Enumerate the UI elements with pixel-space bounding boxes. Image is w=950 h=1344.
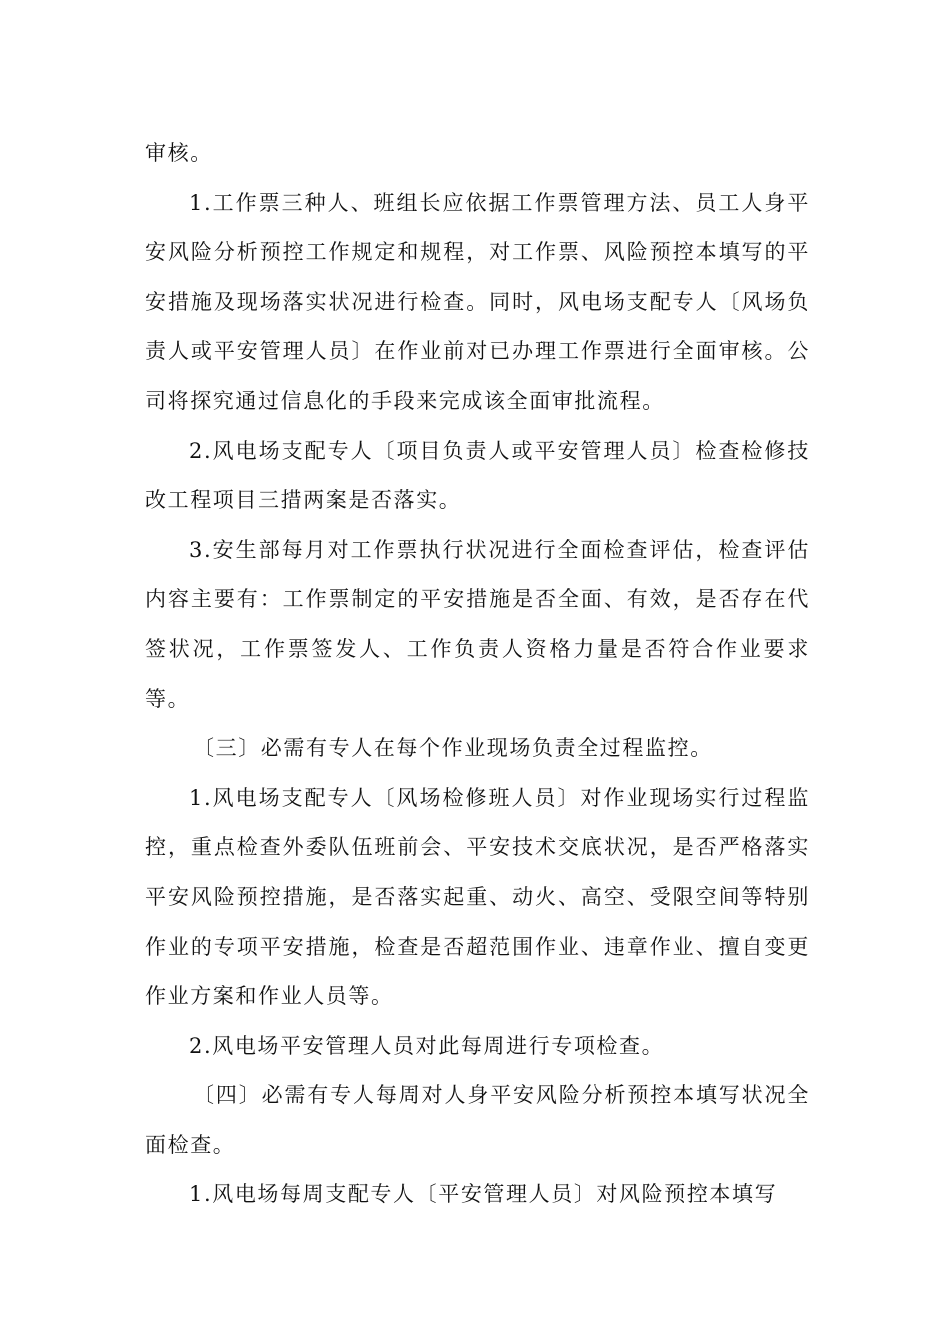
paragraph-continuation: 审核。 [145, 141, 213, 165]
paragraph-item-1-sec4: 1.风电场每周支配专人〔平安管理人员〕对风险预控本填写 [189, 1182, 778, 1207]
paragraph-item-3: 3.安生部每月对工作票执行状况进行全面检查评估，检查评估内容主要有：工作票制定的平安措施是否全面、有效，是否存在代签状况，工作票签发人、工作负责人资格力量是否符合作业要求等。 [145, 537, 810, 711]
section-heading-4: 〔四〕必需有专人每周对人身平安风险分析预控本填写状况全面检查。 [145, 1083, 810, 1157]
paragraph-item-2: 2.风电场支配专人〔项目负责人或平安管理人员〕检查检修技改工程项目三措两案是否落实。 [145, 438, 810, 513]
paragraph-item-1-sec3: 1.风电场支配专人〔风场检修班人员〕对作业现场实行过程监控，重点检查外委队伍班前会、平安技术交底状况，是否严格落实平安风险预控措施，是否落实起重、动火、高空、受限空间等特别作业的专项平安措施，检查是否超范围作业、违章作业、擅自变更作业方案和作业人员等。 [145, 785, 810, 1009]
document-body [145, 129, 810, 1220]
paragraph-item-2-sec3: 2.风电场平安管理人员对此每周进行专项检查。 [189, 1033, 665, 1058]
paragraph-item-1: 1.工作票三种人、班组长应依据工作票管理方法、员工人身平安风险分析预控工作规定和规程，对工作票、风险预控本填写的平安措施及现场落实状况进行检查。同时，风电场支配专人〔风场负责人或平安管理人员〕在作业前对已办理工作票进行全面审核。公司将探究通过信息化的手段来完成该全面审批流程。 [145, 190, 810, 413]
section-heading-3: 〔三〕必需有专人在每个作业现场负责全过程监控。 [193, 736, 713, 761]
